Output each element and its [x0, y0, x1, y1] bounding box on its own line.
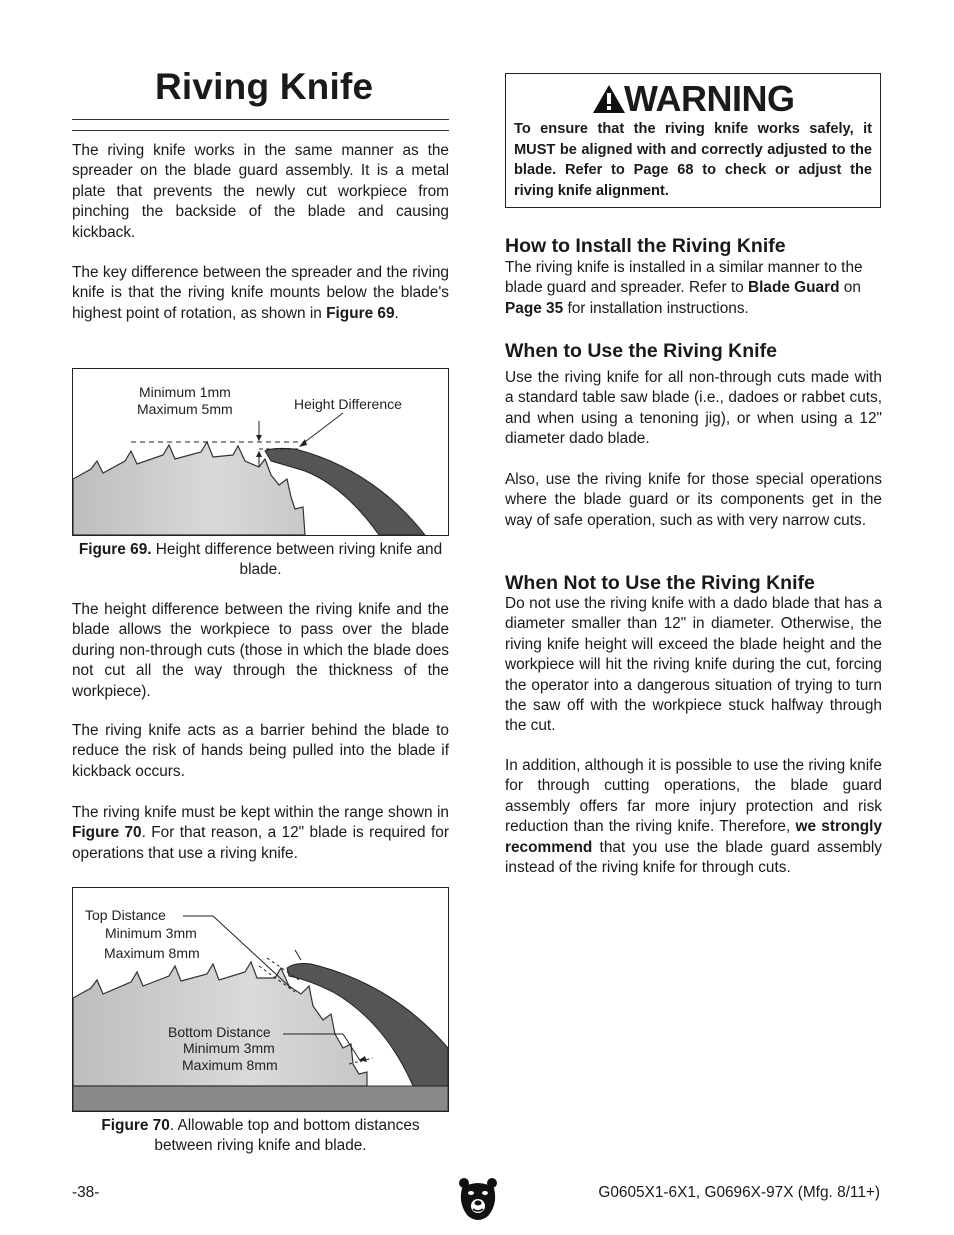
difference-paragraph: The key difference between the spreader and the riving knife is that the riving knife mounts below the blade's highest point of rotation, as shown in Figure 69.	[72, 264, 449, 322]
when-paragraph-2: Also, use the riving knife for those special operations where the blade guard or its components get in the way of safe operation, such as with very narrow cuts.	[505, 471, 882, 529]
when-not-paragraph-2: In addition, although it is possible to use the riving knife for through cutting operations, the blade guard assembly offers far more injury protection and risk reduction than the riving knife. Therefore, we strongly recommend that you use the blade guard assembly instead of the riving knife for through cuts.	[505, 757, 883, 877]
figure-69-height-label: Height Difference	[294, 396, 402, 412]
figure-69-illustration	[73, 369, 448, 535]
figure-69	[72, 368, 449, 536]
figure-69-caption: Figure 69. Height difference between riving knife and blade.	[78, 541, 443, 578]
figure-70-bottom-min: Minimum 3mm	[183, 1040, 275, 1056]
barrier-paragraph: The riving knife acts as a barrier behind the blade to reduce the risk of hands being pulled into the blade if kickback occurs.	[72, 722, 449, 780]
figure-70-top-max: Maximum 8mm	[104, 945, 200, 961]
when-paragraph-1: Use the riving knife for all non-through cuts made with a standard table saw blade (i.e., dadoes or rabbet cuts, and when using a tenoning jig), or when using a 12" diameter dado blade.	[505, 369, 882, 448]
range-paragraph: The riving knife must be kept within the range shown in Figure 70. For that reason, a 12" blade is required for operations that use a riving knife.	[72, 804, 449, 862]
when-heading: When to Use the Riving Knife	[505, 340, 777, 362]
figure-70-reference: Figure 70	[72, 824, 142, 842]
page-35-reference: Page 35	[505, 299, 564, 317]
warning-triangle-icon	[592, 84, 626, 114]
install-heading: How to Install the Riving Knife	[505, 235, 786, 257]
model-number: G0605X1-6X1, G0696X-97X (Mfg. 8/11+)	[598, 1184, 880, 1201]
warning-text: To ensure that the riving knife works safely, it MUST be aligned with and correctly adjusted to the blade. Refer to Page 68 to check or adjust the riving knife alignment.	[514, 121, 872, 199]
figure-70-bottom-label: Bottom Distance	[168, 1024, 271, 1040]
figure-69-min-label: Minimum 1mm	[139, 384, 231, 400]
strong-recommend: we strongly recommend	[505, 818, 883, 856]
title-rule-top	[72, 119, 449, 120]
install-paragraph: The riving knife is installed in a similar manner to the blade guard and spreader. Refer to Blade Guard on Page 35 for installation instructions.	[505, 259, 863, 317]
figure-70	[72, 887, 449, 1112]
figure-70-top-min: Minimum 3mm	[105, 925, 197, 941]
figure-69-reference: Figure 69	[326, 304, 395, 322]
page-title: Riving Knife	[155, 66, 374, 107]
blade-guard-reference: Blade Guard	[748, 279, 840, 297]
figure-69-max-label: Maximum 5mm	[137, 401, 233, 417]
figure-70-bottom-max: Maximum 8mm	[182, 1057, 278, 1073]
figure-70-top-label: Top Distance	[85, 907, 166, 923]
figure-70-illustration	[73, 888, 448, 1111]
page-number: -38-	[72, 1184, 100, 1201]
table-surface	[73, 1086, 448, 1111]
bear-logo-icon	[458, 1176, 498, 1222]
height-paragraph: The height difference between the riving knife and the blade allows the workpiece to pass over the blade during non-through cuts (those in which the blade does not cut all the way through the thickness of the workpiece).	[72, 601, 449, 700]
figure-70-caption: Figure 70. Allowable top and bottom distances between riving knife and blade.	[101, 1117, 420, 1154]
title-rule-bottom	[72, 130, 449, 131]
warning-box	[505, 73, 881, 208]
when-not-heading: When Not to Use the Riving Knife	[505, 572, 815, 594]
when-not-paragraph-1: Do not use the riving knife with a dado blade that has a diameter smaller than 12" in diameter. Otherwise, the riving knife height will exceed the blade height and the workpiece will hit the riving knife during the cut, forcing the operator into a dangerous situation of trying to turn the saw off with the workpiece stuck halfway through the cut.	[505, 595, 882, 735]
warning-title: WARNING	[624, 78, 795, 119]
intro-paragraph: The riving knife works in the same manner as the spreader on the blade guard assembly. It is a metal plate that prevents the newly cut workpiece from pinching the backside of the blade and causing kickback.	[72, 142, 449, 241]
